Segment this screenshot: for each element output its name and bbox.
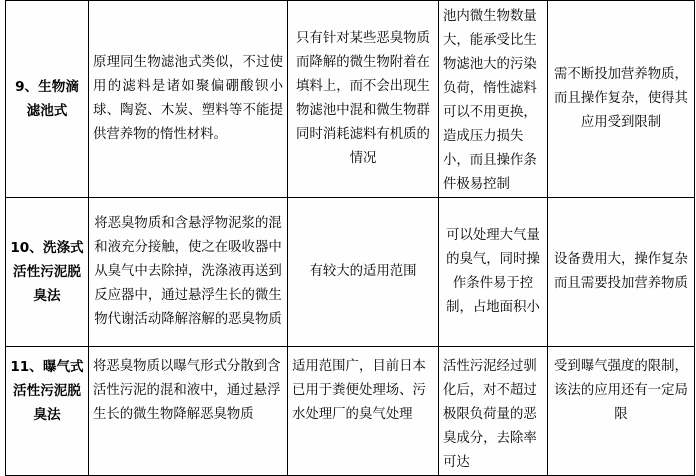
method-name-cell: 9、生物滴滤池式 bbox=[6, 1, 89, 198]
principle-cell: 将恶臭物质和含悬浮物泥浆的混和液充分接触，使之在吸收器中从臭气中去除掉，洗涤液再送到反应器中，通过悬浮生长的微生物代谢活动降解溶解的恶臭物质 bbox=[89, 198, 288, 347]
principle-cell: 将恶臭物质以曝气形式分散到含活性污泥的混和液中，通过悬浮生长的微生物降解恶臭物质 bbox=[89, 347, 288, 476]
table-row bbox=[6, 1, 695, 198]
method-name-cell: 10、洗涤式活性污泥脱臭法 bbox=[6, 198, 89, 347]
advantages-cell: 活性污泥经过驯化后，对不超过极限负荷量的恶臭成分，去除率可达 bbox=[439, 347, 548, 476]
scope-cell: 只有针对某些恶臭物质而降解的微生物附着在填料上，而不会出现生物滤池中混和微生物群同时消耗滤料有机质的情况 bbox=[288, 1, 439, 198]
table-row bbox=[6, 198, 695, 347]
principle-cell: 原理同生物滤池式类似，不过使用的滤料是诸如聚偏硼酸钡小球、陶瓷、木炭、塑料等不能提供营养物的惰性材料。 bbox=[89, 1, 288, 198]
method-name-cell: 11、曝气式活性污泥脱臭法 bbox=[6, 347, 89, 476]
disadvantages-cell: 受到曝气强度的限制，该法的应用还有一定局限 bbox=[548, 347, 695, 476]
deodorization-methods-table bbox=[5, 0, 695, 476]
advantages-cell: 可以处理大气量的臭气，同时操作条件易于控制，占地面积小 bbox=[439, 198, 548, 347]
disadvantages-cell: 需不断投加营养物质，而且操作复杂，使得其应用受到限制 bbox=[548, 1, 695, 198]
scope-cell: 适用范围广，目前日本已用于粪便处理场、污水处理厂的臭气处理 bbox=[288, 347, 439, 476]
scope-cell: 有较大的适用范围 bbox=[288, 198, 439, 347]
table-row bbox=[6, 347, 695, 476]
advantages-cell: 池内微生物数量大，能承受比生物滤池大的污染负荷，惰性滤料可以不用更换，造成压力损失小，而且操作条件极易控制 bbox=[439, 1, 548, 198]
disadvantages-cell: 设备费用大，操作复杂而且需要投加营养物质 bbox=[548, 198, 695, 347]
